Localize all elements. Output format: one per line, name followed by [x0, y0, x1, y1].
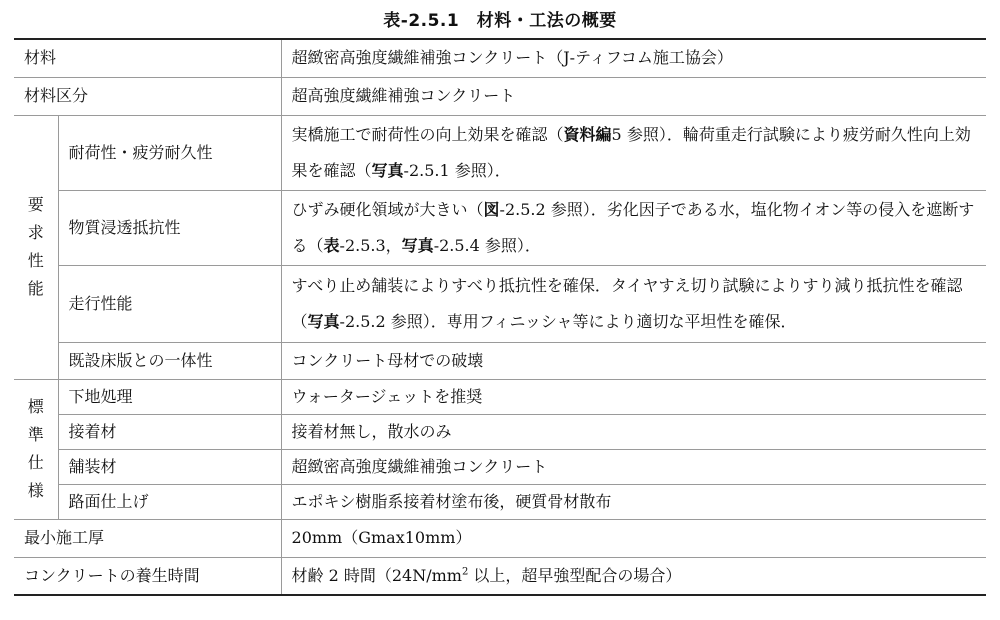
- table-row: [14, 379, 986, 414]
- table-row: [14, 557, 986, 595]
- row-label-permeation-resistance: 物質浸透抵抗性: [58, 190, 281, 265]
- row-value-material-class: 超高強度繊維補強コンクリート: [281, 77, 986, 115]
- row-label-slab-integration: 既設床版との一体性: [58, 342, 281, 379]
- row-label-surface-prep: 下地処理: [58, 379, 281, 414]
- table-row: [14, 342, 986, 379]
- group-char: 仕: [27, 453, 44, 472]
- row-label-driving-performance: 走行性能: [58, 265, 281, 342]
- row-label-adhesive: 接着材: [58, 414, 281, 449]
- group-char: 様: [27, 481, 44, 500]
- row-value-permeation-resistance: ひずみ硬化領域が大きい（図-2.5.2 参照）．劣化因子である水，塩化物イオン等の侵入を遮断する（表-2.5.3，写真-2.5.4 参照）．: [281, 190, 986, 265]
- group-char: 求: [27, 223, 44, 242]
- table-row: [14, 190, 986, 265]
- row-label-material-class: 材料区分: [14, 77, 281, 115]
- row-value-min-thickness: 20mm（Gmax10mm）: [281, 519, 986, 557]
- group-char: 準: [27, 425, 44, 444]
- row-label-min-thickness: 最小施工厚: [14, 519, 281, 557]
- row-value-load-durability: 実橋施工で耐荷性の向上効果を確認（資料編5 参照）．輪荷重走行試験により疲労耐久性向上効果を確認（写真-2.5.1 参照）．: [281, 115, 986, 190]
- row-label-paving-material: 舗装材: [58, 449, 281, 484]
- group-char: 能: [27, 279, 44, 298]
- table-row: [14, 265, 986, 342]
- row-value-material: 超緻密高強度繊維補強コンクリート（J-ティフコム施工協会）: [281, 39, 986, 77]
- table-row: [14, 39, 986, 77]
- group-label-standard-spec: [14, 379, 58, 519]
- table-row: [14, 115, 986, 190]
- row-value-paving-material: 超緻密高強度繊維補強コンクリート: [281, 449, 986, 484]
- group-char: 要: [27, 195, 44, 214]
- group-char: 標: [27, 397, 44, 416]
- row-label-load-durability: 耐荷性・疲労耐久性: [58, 115, 281, 190]
- table-row: [14, 77, 986, 115]
- group-label-requirements: [14, 115, 58, 379]
- row-value-slab-integration: コンクリート母材での破壊: [281, 342, 986, 379]
- row-label-material: 材料: [14, 39, 281, 77]
- row-value-curing-time: 材齢 2 時間（$24N/mm^2$ 以上，超早強型配合の場合）: [281, 557, 986, 595]
- table-row: [14, 484, 986, 519]
- group-char: 性: [27, 251, 44, 270]
- row-value-surface-prep: ウォータージェットを推奨: [281, 379, 986, 414]
- row-value-adhesive: 接着材無し，散水のみ: [281, 414, 986, 449]
- row-label-curing-time: コンクリートの養生時間: [14, 557, 281, 595]
- row-label-surface-finish: 路面仕上げ: [58, 484, 281, 519]
- table-row: [14, 519, 986, 557]
- materials-method-table: [14, 38, 986, 596]
- table-row: [14, 414, 986, 449]
- row-value-driving-performance: すべり止め舗装によりすべり抵抗性を確保．タイヤすえ切り試験によりすり減り抵抗性を確認（写真-2.5.2 参照）．専用フィニッシャ等により適切な平坦性を確保．: [281, 265, 986, 342]
- row-value-surface-finish: エポキシ樹脂系接着材塗布後，硬質骨材散布: [281, 484, 986, 519]
- table-caption: 表-2.5.1 材料・工法の概要: [383, 11, 617, 31]
- table-row: [14, 449, 986, 484]
